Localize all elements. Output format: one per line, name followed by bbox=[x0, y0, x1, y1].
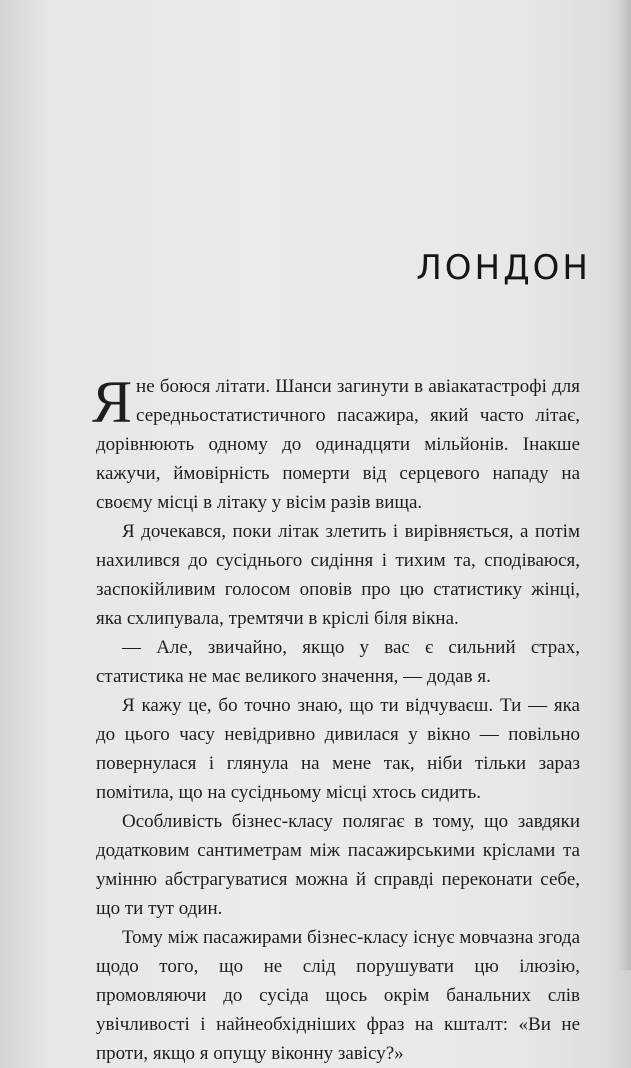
chapter-title: ЛОНДОН bbox=[416, 248, 591, 288]
paragraph-4: Я кажу це, бо точно знаю, що ти відчуваєш. Ти — яка до цього часу невідривно дивилася у вікно — повільно повернулася і глянула на мене так, ніби тільки зараз помітила, що на сусідньому місці хтось сидить. bbox=[96, 695, 580, 803]
drop-cap: Я bbox=[92, 369, 133, 435]
page-edge-shadow bbox=[617, 0, 631, 970]
paragraph-6: Тому між пасажирами бізнес-класу існує мовчазна згода щодо того, що не слід порушувати цю ілюзію, промовляючи до сусіда щось окрім банальних слів увічливості і найнеобхідніших фраз на кшталт: «Ви не проти, якщо я опущу віконну завісу?» bbox=[96, 927, 580, 1064]
paragraph-1 bbox=[92, 369, 580, 517]
paragraph-5: Особливість бізнес-класу полягає в тому, що завдяки додатковим сантиметрам між пасажирськими кріслами та умінню абстрагуватися можна й справді переконати себе, що ти тут один. bbox=[96, 811, 580, 919]
paragraph-3: — Але, звичайно, якщо у вас є сильний страх, статистика не має великого значення, — додав я. bbox=[96, 637, 580, 687]
paragraph-1-text: не боюся літати. Шанси загинути в авіакатастрофі для середньостатистичного пасажира, який часто літає, дорівнюють одному до одинадцяти мільйонів. Інакше кажучи, ймовірність померти від серцевого нападу на своєму місці в літаку у вісім разів вища. bbox=[96, 376, 580, 513]
paragraph-2: Я дочекався, поки літак злетить і вирівняється, а потім нахилився до сусіднього сидіння і тихим та, сподіваюся, заспокійливим голосом оповів про цю статистику жінці, яка схлипувала, тремтячи в кріслі біля вікна. bbox=[96, 521, 580, 629]
body-text bbox=[92, 369, 580, 1068]
